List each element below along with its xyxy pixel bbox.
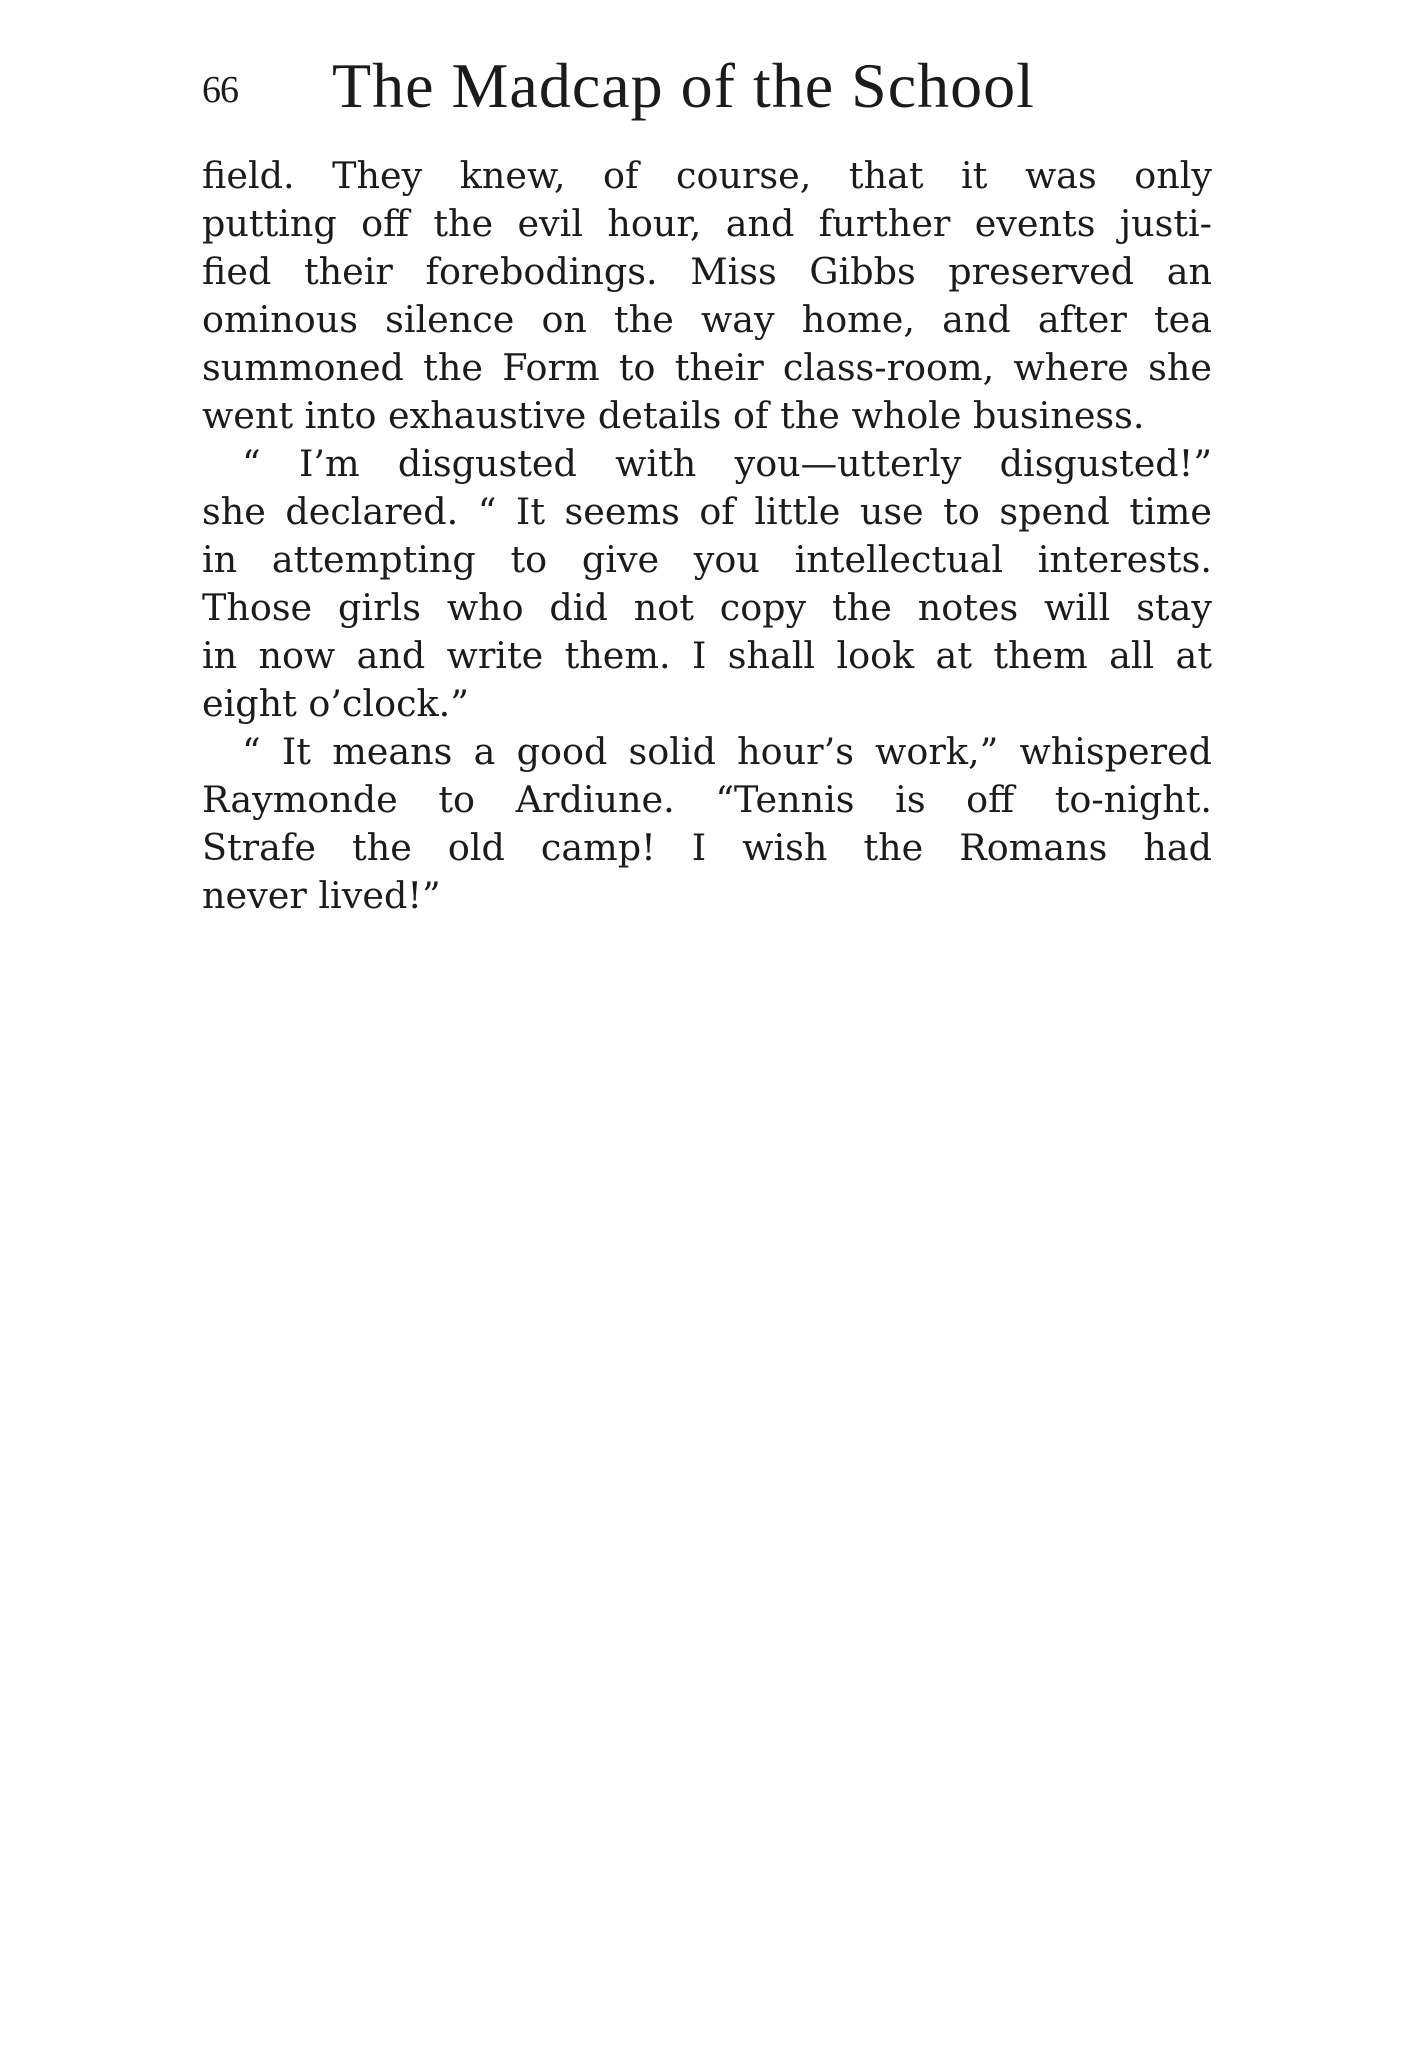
text-line: summoned the Form to their class-room, where she — [202, 346, 1212, 389]
running-head — [202, 48, 1212, 128]
text-line: in now and write them. I shall look at them all at — [202, 634, 1212, 677]
book-title: The Madcap of the School — [332, 50, 1035, 121]
page-number: 66 — [202, 69, 238, 111]
text-line: Strafe the old camp! I wish the Romans had — [202, 826, 1212, 869]
text-line: putting off the evil hour, and further events justi- — [202, 202, 1212, 245]
text-line: fied their forebodings. Miss Gibbs preserved an — [202, 250, 1212, 293]
text-line: ominous silence on the way home, and after tea — [202, 298, 1212, 341]
text-line: she declared. “ It seems of little use to spend time — [202, 490, 1212, 533]
text-line: “ I’m disgusted with you—utterly disgusted!” — [242, 442, 1212, 485]
text-line: “ It means a good solid hour’s work,” whispered — [242, 730, 1212, 773]
text-line: went into exhaustive details of the whole business. — [202, 394, 1145, 437]
text-line: field. They knew, of course, that it was only — [202, 154, 1212, 197]
body-text — [202, 152, 1212, 920]
text-line: in attempting to give you intellectual interests. — [202, 538, 1212, 581]
text-line: Raymonde to Ardiune. “Tennis is off to-night. — [202, 778, 1212, 821]
text-line: Those girls who did not copy the notes will stay — [202, 586, 1212, 629]
text-line: eight o’clock.” — [202, 682, 469, 725]
text-line: never lived!” — [202, 874, 441, 917]
